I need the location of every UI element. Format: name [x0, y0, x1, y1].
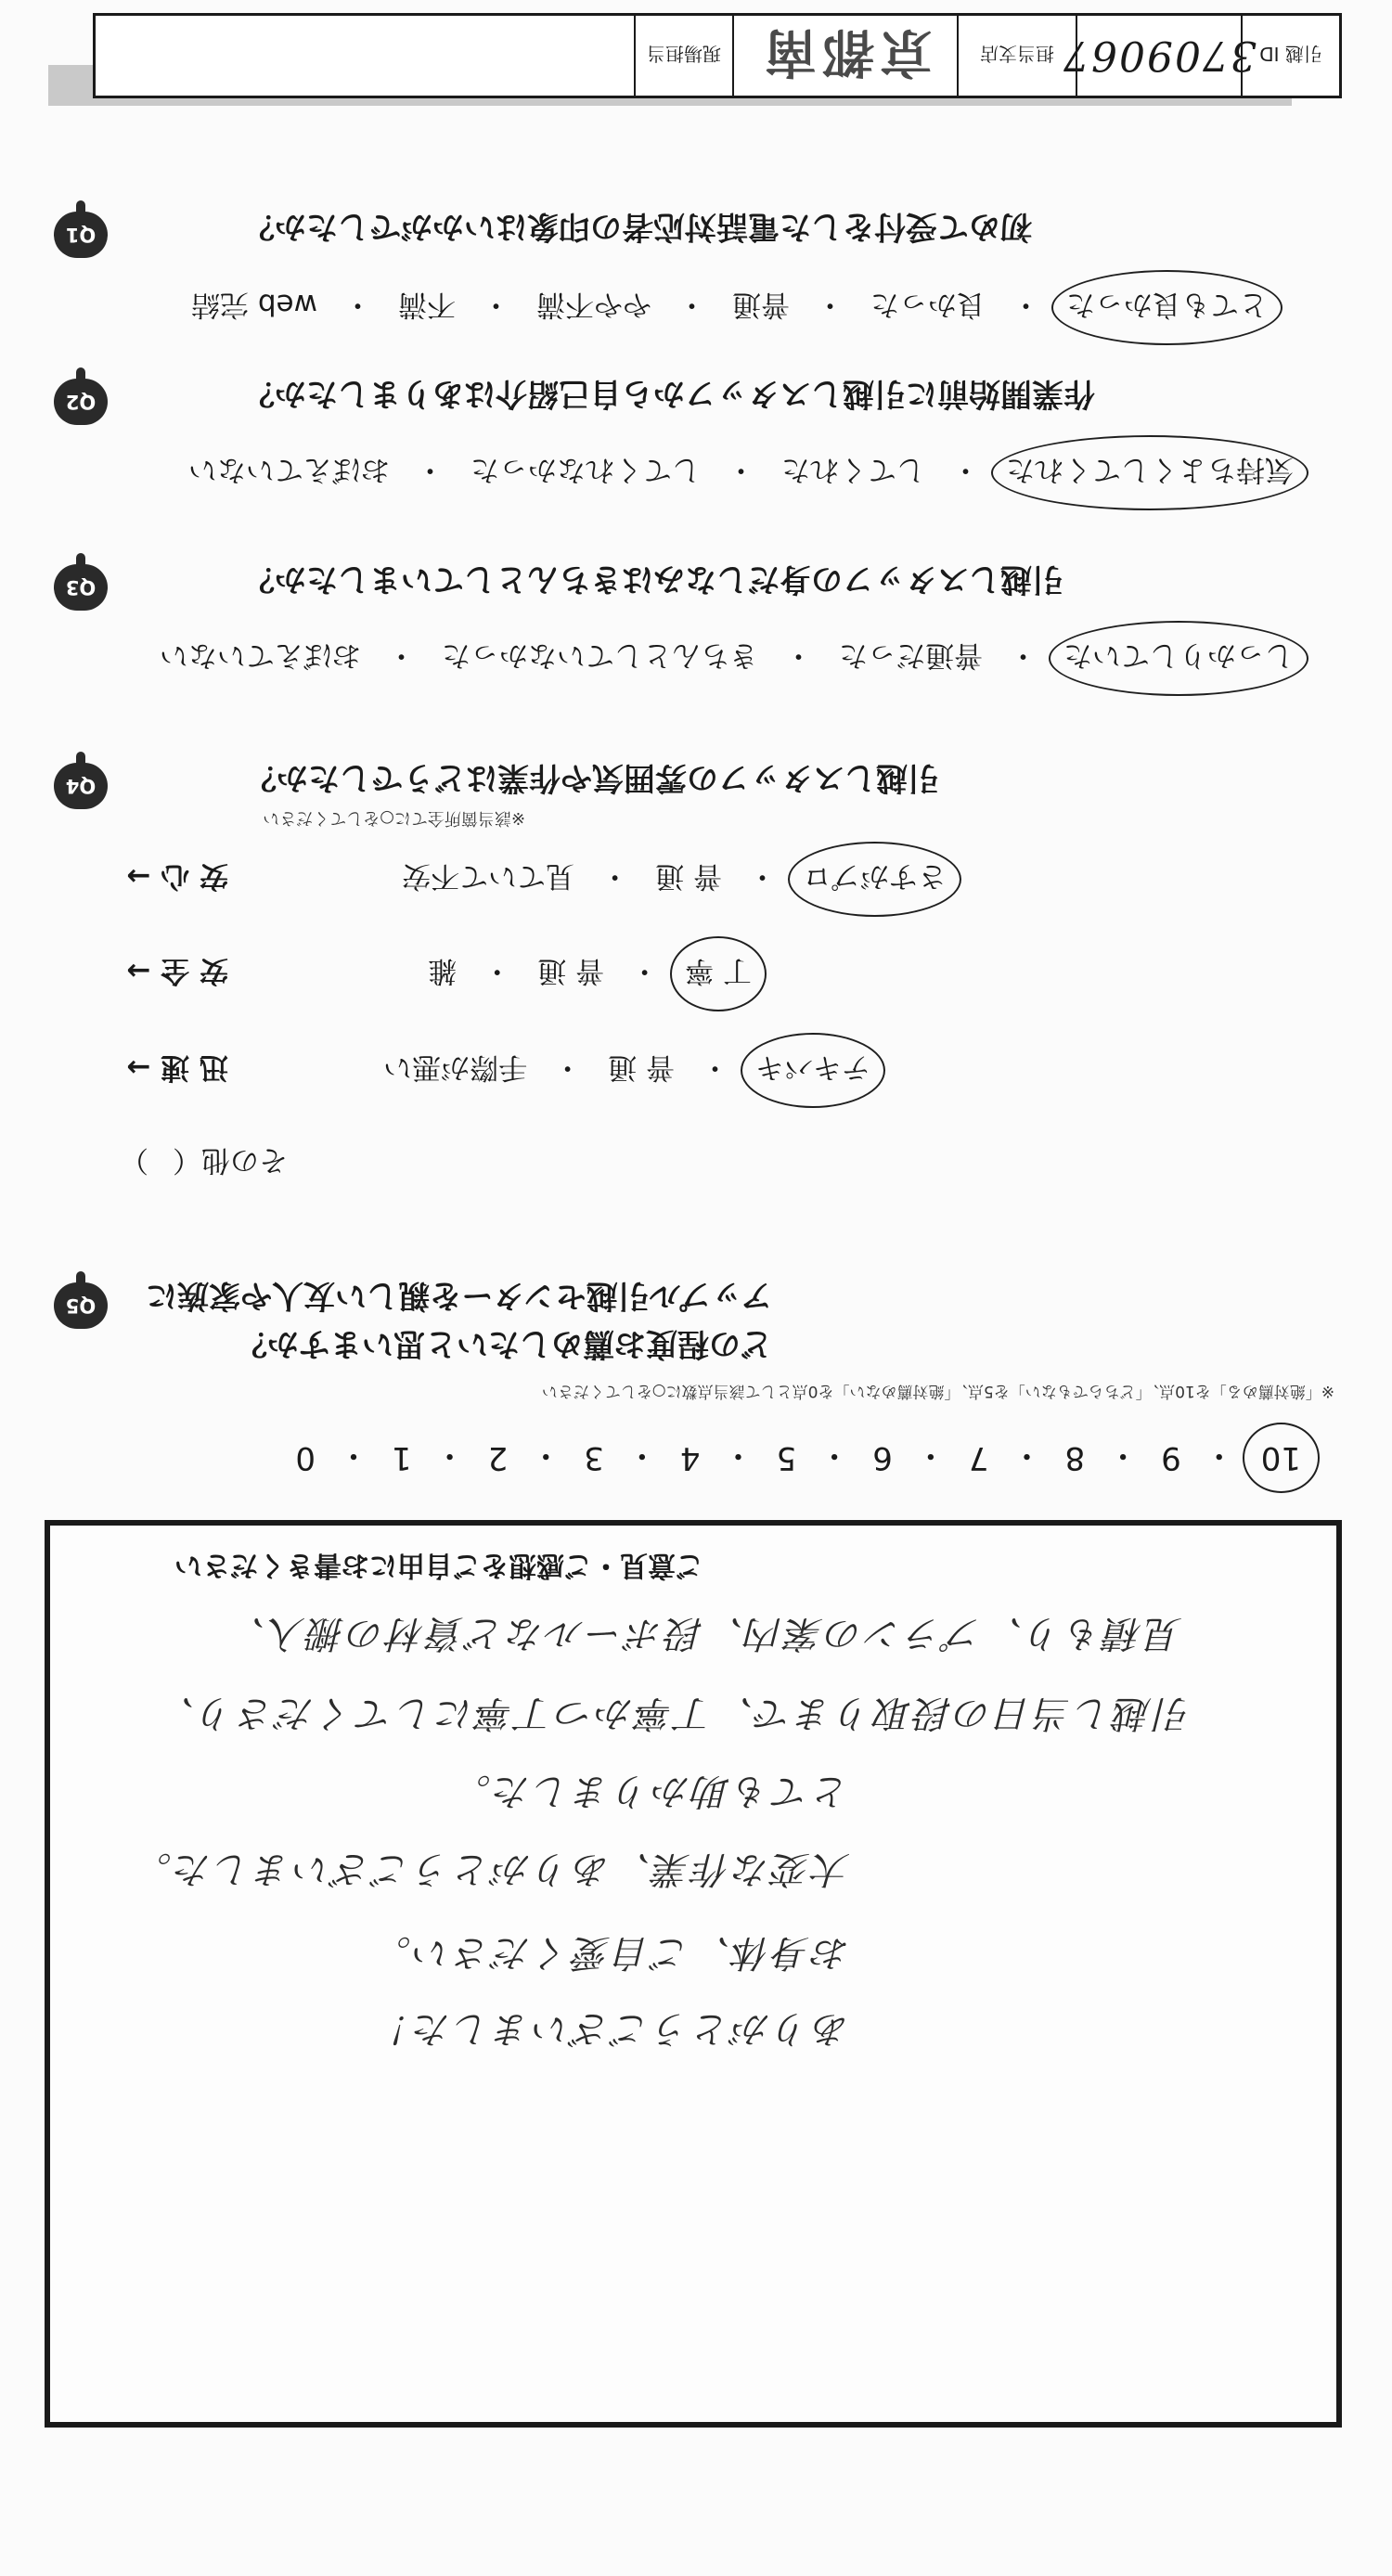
q2-option-did[interactable]: してくれた: [781, 453, 925, 486]
footer-id-value: 3709067: [1076, 16, 1241, 96]
comment-line-3: とても助かりました。: [451, 1770, 850, 1812]
q4-jinsoku-clumsy[interactable]: 手際が悪い: [383, 1050, 528, 1084]
q1-option-dissatisfied[interactable]: 不満: [398, 288, 456, 321]
comment-title: ご意見・ご感想をご自由にお書きください: [174, 1549, 703, 1581]
q4-badge: Q4: [54, 763, 108, 809]
comment-line-1: 見積もり、プランの案内、段ボールなど資材の搬入、: [225, 1612, 1182, 1655]
q4-anzen-normal[interactable]: 普 通: [537, 954, 605, 987]
q1-option-normal[interactable]: 普通: [732, 288, 790, 321]
q2-options: 気持ちよくしてくれた ・ してくれた ・ してくれなかった ・ おぼえていない: [187, 452, 1295, 494]
comment-line-5: お身体、ご自愛ください。: [371, 1931, 850, 1974]
q4-other-close: ）: [120, 1143, 148, 1177]
q2-option-dont-remember[interactable]: おぼえていない: [188, 453, 390, 486]
q1-badge: Q1: [54, 212, 108, 258]
q5-scale: 10 ・ 9 ・ 8 ・ 7 ・ 6 ・ 5 ・ 4 ・ 3 ・ 2 ・ 1 ・ 0: [293, 1436, 1307, 1481]
q4-row-label-anzen: 安 全 →: [126, 954, 228, 987]
q1-options: とても良かった ・ 良かった ・ 普通 ・ やや不満 ・ 不満 ・ web 完結: [189, 287, 1270, 328]
q1-question: 初めて受付をした電話対応者の印象はいかがでしたか？: [243, 208, 1032, 245]
footer-branch-label: 担当支店: [957, 16, 1076, 96]
footer-team-label: 現場担当: [634, 16, 732, 96]
q5-score-2[interactable]: 2: [487, 1439, 509, 1477]
q5-score-5[interactable]: 5: [776, 1439, 797, 1477]
q5-score-10[interactable]: 10: [1256, 1440, 1307, 1477]
q4-row-anzen-options: 丁 寧 ・ 普 通 ・ 雑: [426, 953, 754, 995]
q3-badge: Q3: [54, 564, 108, 611]
q3-question: 引越しスタッフの身だしなみはきちんとしていましたか？: [243, 560, 1063, 598]
q1-option-somewhat-dissatisfied[interactable]: やや不満: [536, 288, 651, 321]
q2-question: 作業開始前に引越しスタッフから自己紹介はありましたか？: [243, 375, 1095, 412]
footer-team-value[interactable]: [96, 16, 634, 96]
q4-jinsoku-normal[interactable]: 普 通: [608, 1050, 675, 1084]
q4-note: ※該当箇所全てに○をしてください: [263, 808, 525, 828]
comment-line-4: 大変な作業、ありがとうございました。: [132, 1848, 850, 1890]
footer-branch-stamp: 京都南: [732, 16, 957, 96]
q4-anzen-rough[interactable]: 雑: [428, 954, 458, 987]
q4-jinsoku-brisk[interactable]: テキパキ: [754, 1050, 872, 1091]
q5-question-line2: どの程度お薦めしたいと思いますか？: [236, 1325, 772, 1362]
q5-score-6[interactable]: 6: [872, 1439, 893, 1477]
q5-score-3[interactable]: 3: [584, 1439, 604, 1477]
q4-anshin-pro[interactable]: さすがプロ: [801, 858, 948, 900]
comment-line-2: 引越し当日の段取りまで、丁寧かつ丁寧にしてくださり、: [154, 1692, 1192, 1734]
q3-option-not-neat[interactable]: きちんとしていなかった: [442, 638, 758, 672]
q5-note: ※「絶対薦める」を10点、「どちらでもない」を5点、「絶対薦めない」を0点として該当点数に○をしてください: [541, 1382, 1334, 1400]
q2-badge: Q2: [54, 379, 108, 425]
footer-id-table: [93, 13, 1342, 98]
q3-option-neat[interactable]: しっかりしていた: [1062, 638, 1295, 679]
q5-score-0[interactable]: 0: [295, 1439, 316, 1477]
q4-other-label: その他（: [173, 1143, 288, 1177]
q1-option-web[interactable]: web 完結: [191, 288, 317, 321]
q5-score-4[interactable]: 4: [679, 1439, 701, 1477]
q5-score-1[interactable]: 1: [391, 1439, 412, 1477]
q1-option-good[interactable]: 良かった: [870, 288, 986, 321]
q5-question-line1: アップル引越センターを親しい友人や家族に: [146, 1277, 772, 1314]
q4-anzen-careful[interactable]: 丁 寧: [683, 953, 754, 995]
q3-options: しっかりしていた ・ 普通だった ・ きちんとしていなかった ・ おぼえていない: [158, 638, 1295, 679]
q5-score-9[interactable]: 9: [1161, 1439, 1181, 1477]
q5-score-8[interactable]: 8: [1064, 1439, 1086, 1477]
q3-option-dont-remember[interactable]: おぼえていない: [160, 638, 361, 672]
q5-score-7[interactable]: 7: [968, 1439, 989, 1477]
q4-row-jinsoku-options: テキパキ ・ 普 通 ・ 手際が悪い: [381, 1050, 872, 1091]
q4-row-label-anshin: 安 心 →: [126, 859, 228, 893]
q4-anshin-anxious[interactable]: 見ていて不安: [402, 859, 575, 893]
q2-option-did-not[interactable]: してくれなかった: [470, 453, 701, 486]
q1-option-very-good[interactable]: とても良かった: [1064, 287, 1270, 328]
q4-anshin-normal[interactable]: 普 通: [655, 859, 722, 893]
q4-row-label-jinsoku: 迅 速 →: [126, 1050, 228, 1084]
comment-line-6: ありがとうございました！: [371, 2007, 850, 2050]
footer-id-label: 引越 ID: [1241, 16, 1339, 96]
q5-badge: Q5: [54, 1282, 108, 1329]
q4-question: 引越しスタッフの雰囲気や作業はどうでしたか？: [245, 759, 939, 796]
q2-option-pleasant[interactable]: 気持ちよくしてくれた: [1004, 452, 1295, 494]
q4-row-anshin-options: さすがプロ ・ 普 通 ・ 見ていて不安: [400, 858, 948, 900]
q3-option-normal[interactable]: 普通だった: [839, 638, 983, 672]
